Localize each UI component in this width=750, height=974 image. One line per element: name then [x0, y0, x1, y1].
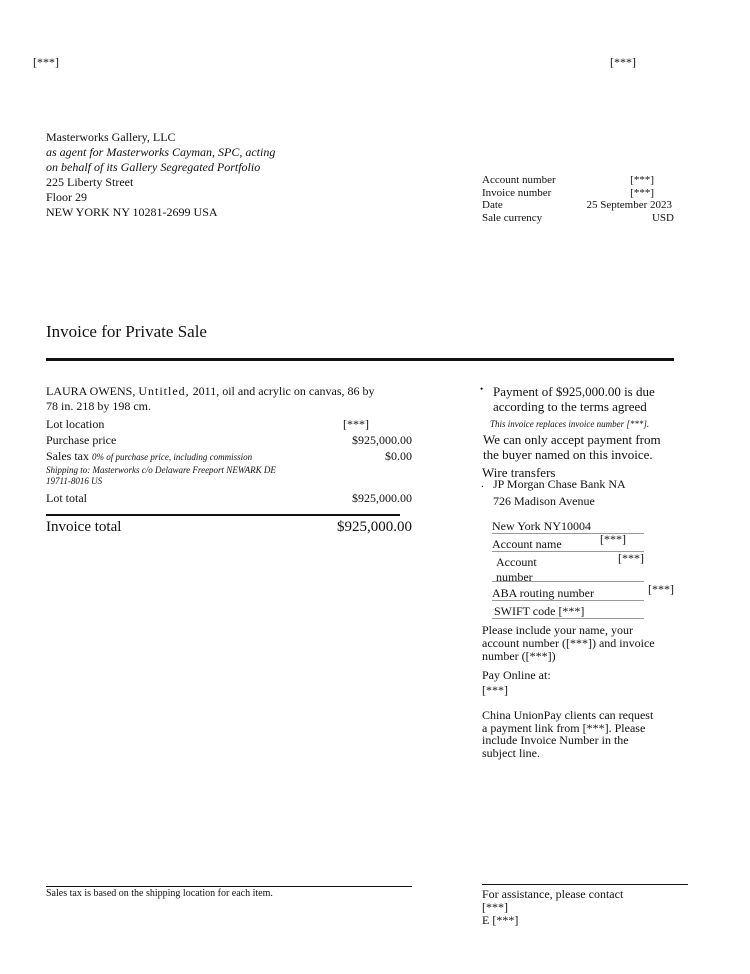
- account-number-rule: [492, 581, 644, 582]
- account-number-label: Account number: [482, 174, 556, 186]
- footer-right-rule: [482, 884, 688, 885]
- artist-name: LAURA OWENS,: [46, 384, 136, 398]
- accept-note: [483, 432, 683, 462]
- invoice-meta: [482, 174, 674, 230]
- page-title: Invoice for Private Sale: [46, 322, 207, 341]
- bullet-icon: •: [480, 384, 484, 394]
- invoice-number-label: Invoice number: [482, 186, 552, 199]
- currency-label: Sale currency: [482, 211, 543, 224]
- date-value: 25 September 2023: [586, 199, 672, 211]
- account-number-wire-value: [***]: [618, 551, 644, 565]
- aba-rule: [492, 600, 644, 601]
- seller-agent-line1: as agent for Masterworks Cayman, SPC, acting: [46, 145, 276, 159]
- invoice-total-label: Invoice total: [46, 519, 122, 535]
- account-name-value: [***]: [600, 532, 626, 546]
- include-line1: Please include your name, your: [482, 623, 633, 637]
- invoice-total-row: [46, 518, 412, 536]
- bank-bullet-icon: .: [481, 478, 484, 490]
- seller-city: NEW YORK NY 10281-2699 USA: [46, 205, 218, 219]
- unionpay-note: [482, 708, 682, 761]
- unionpay-line1: China UnionPay clients can request: [482, 708, 654, 722]
- total-rule: [46, 514, 400, 516]
- account-name-label: Account name: [492, 537, 562, 551]
- accept-line2: the buyer named on this invoice.: [483, 447, 653, 462]
- seller-address: [46, 130, 346, 220]
- pay-online-link[interactable]: [***]: [482, 683, 508, 697]
- accept-line1: We can only accept payment from: [483, 432, 661, 447]
- tax-note: Sales tax is based on the shipping location for each item.: [46, 888, 273, 899]
- purchase-price-label: Purchase price: [46, 433, 117, 447]
- lot-location-value: [***]: [343, 417, 369, 431]
- seller-floor: Floor 29: [46, 190, 88, 204]
- purchase-price-value: $925,000.00: [352, 433, 412, 447]
- include-note: [482, 623, 682, 664]
- account-number-label-line2: number: [496, 570, 533, 584]
- seller-street: 225 Liberty Street: [46, 175, 134, 189]
- assistance-block: [482, 888, 688, 927]
- assist-label: For assistance, please contact: [482, 887, 624, 901]
- header-left-mark: [***]: [33, 55, 59, 69]
- shipping-line2: 19711-8016 US: [46, 476, 103, 486]
- artwork-title: Untitled,: [138, 384, 190, 398]
- seller-name: Masterworks Gallery, LLC: [46, 130, 176, 144]
- assist-contact: [***]: [482, 900, 508, 914]
- sales-tax-note: 0% of purchase price, including commission: [92, 452, 253, 462]
- date-label: Date: [482, 199, 503, 211]
- artwork-description: [46, 384, 416, 414]
- account-number-value: [***]: [630, 174, 654, 186]
- shipping-line1: Shipping to: Masterworks c/o Delaware Freeport NEWARK DE: [46, 465, 276, 475]
- replaces-note: This invoice replaces invoice number [***].: [490, 419, 650, 429]
- unionpay-line4: subject line.: [482, 745, 540, 760]
- sales-tax-label: Sales tax: [46, 449, 89, 463]
- lot-total-label: Lot total: [46, 491, 87, 505]
- aba-value: [***]: [648, 582, 674, 596]
- pay-online-label: Pay Online at:: [482, 668, 551, 682]
- bank-name: JP Morgan Chase Bank NA: [493, 477, 626, 491]
- bank-street: 726 Madison Avenue: [493, 494, 595, 508]
- email-row: [482, 914, 688, 927]
- seller-agent-line2: on behalf of its Gallery Segregated Portfolio: [46, 160, 261, 174]
- payment-due: [493, 384, 683, 414]
- account-number-label-line1: Account: [496, 555, 537, 569]
- unionpay-line2: a payment link from [***]. Please: [482, 720, 646, 735]
- swift-value: [***]: [558, 604, 585, 618]
- swift-label: SWIFT code: [494, 604, 556, 618]
- currency-value: USD: [651, 211, 674, 224]
- sales-tax-value: $0.00: [385, 449, 412, 463]
- lot-location-label: Lot location: [46, 417, 105, 431]
- header-right-mark: [***]: [610, 55, 636, 69]
- wire-heading: Wire transfers: [482, 465, 556, 480]
- swift-rule: [492, 618, 644, 619]
- include-line2: account number ([***]) and invoice: [482, 636, 655, 650]
- bank-city: New York NY10004: [492, 519, 592, 533]
- title-rule: [46, 358, 674, 361]
- include-line3: number ([***]): [482, 649, 556, 663]
- email-value[interactable]: [***]: [492, 913, 519, 927]
- email-label: E: [482, 913, 490, 927]
- line-items: [46, 417, 412, 507]
- unionpay-line3: include Invoice Number in the: [482, 733, 629, 747]
- footer-left-rule: [46, 886, 412, 887]
- invoice-number-value: [***]: [630, 186, 654, 199]
- artwork-details: 2011, oil and acrylic on canvas, 86 by: [192, 384, 375, 398]
- lot-total-value: $925,000.00: [352, 491, 412, 505]
- invoice-total-value: $925,000.00: [337, 519, 412, 535]
- payment-due-line2: according to the terms agreed: [493, 399, 647, 414]
- payment-due-line1: Payment of $925,000.00 is due: [493, 384, 655, 399]
- swift-row: [494, 604, 584, 619]
- aba-label: ABA routing number: [492, 586, 594, 600]
- artwork-dimensions: 78 in. 218 by 198 cm.: [46, 399, 151, 413]
